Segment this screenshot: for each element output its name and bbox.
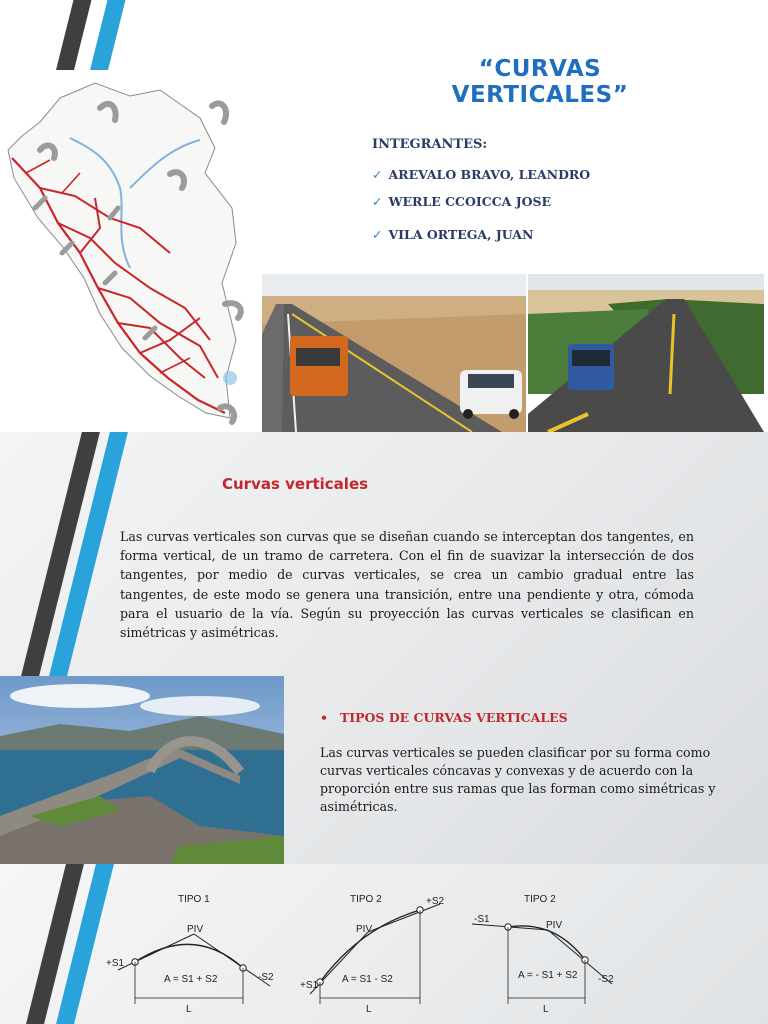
definition-paragraph: Las curvas verticales son curvas que se diseñan cuando se interceptan dos tangentes, en forma vertical, de un tramo de carretera. Con el fin de suavizar la intersección de dos tangentes, por medio de curvas verticales, se crea un cambio gradual entre las tangentes, de este modo se genera una transición, entre una pendiente y otra, cómoda para el usuario de la vía. Según su proyección las curvas verticales se clasifican en simétricas y asimétricas.: [120, 529, 694, 641]
check-icon: ✓: [372, 194, 383, 209]
diagram-tipo-2a: [300, 894, 445, 1015]
decor-stripe-dark: [56, 0, 94, 70]
formula-label: A = S1 - S2: [342, 974, 393, 985]
desert-road-photo: [262, 274, 526, 432]
member-name: AREVALO BRAVO, LEANDRO: [388, 167, 591, 182]
diagram-title: TIPO 1: [178, 894, 210, 905]
member-name: WERLE CCOICCA JOSE: [388, 194, 552, 209]
formula-label: A = S1 + S2: [164, 974, 218, 985]
check-icon: ✓: [372, 227, 383, 242]
member-item: [372, 167, 590, 182]
member-item: [372, 227, 533, 242]
bridge-photo: [0, 676, 284, 864]
highway-photo: [528, 274, 764, 432]
diagram-title: TIPO 2: [350, 894, 382, 905]
bullet-icon: •: [320, 710, 328, 725]
bullet-label: TIPOS DE CURVAS VERTICALES: [340, 710, 568, 725]
formula-label: A = - S1 + S2: [518, 970, 578, 981]
member-name: VILA ORTEGA, JUAN: [388, 227, 534, 242]
right-slope-label: -S2: [258, 972, 274, 983]
types-bullet: [320, 710, 568, 725]
members-heading: INTEGRANTES:: [372, 137, 488, 152]
section-heading: Curvas verticales: [222, 475, 369, 493]
presentation-title: “CURVAS VERTICALES”: [451, 56, 629, 108]
slide-title: [0, 0, 768, 432]
vertical-curve-diagrams: [0, 864, 768, 1024]
slide-diagrams: [0, 864, 768, 1024]
right-slope-label: +S2: [426, 896, 445, 907]
check-icon: ✓: [372, 167, 383, 182]
left-slope-label: -S1: [474, 914, 490, 925]
piv-label: PIV: [546, 920, 563, 931]
length-label: L: [543, 1004, 549, 1015]
left-slope-label: +S1: [106, 958, 125, 969]
member-item: [372, 194, 551, 209]
diagram-title: TIPO 2: [524, 894, 556, 905]
types-paragraph: Las curvas verticales se pueden clasificar por su forma como curvas verticales cóncavas y convexas y de acuerdo con la proporción entre sus ramas que las forman como simétricas y asimétricas.: [320, 745, 716, 814]
decor-stripe-blue: [90, 0, 128, 70]
right-slope-label: -S2: [598, 974, 614, 985]
slide-definition: [0, 432, 768, 864]
piv-label: PIV: [356, 924, 373, 935]
length-label: L: [186, 1004, 192, 1015]
left-slope-label: +S1: [300, 980, 319, 991]
diagram-tipo-2b: [472, 894, 614, 1015]
piv-label: PIV: [187, 924, 204, 935]
peru-road-map: [0, 78, 262, 432]
diagram-tipo-1: [106, 894, 274, 1015]
length-label: L: [366, 1004, 372, 1015]
